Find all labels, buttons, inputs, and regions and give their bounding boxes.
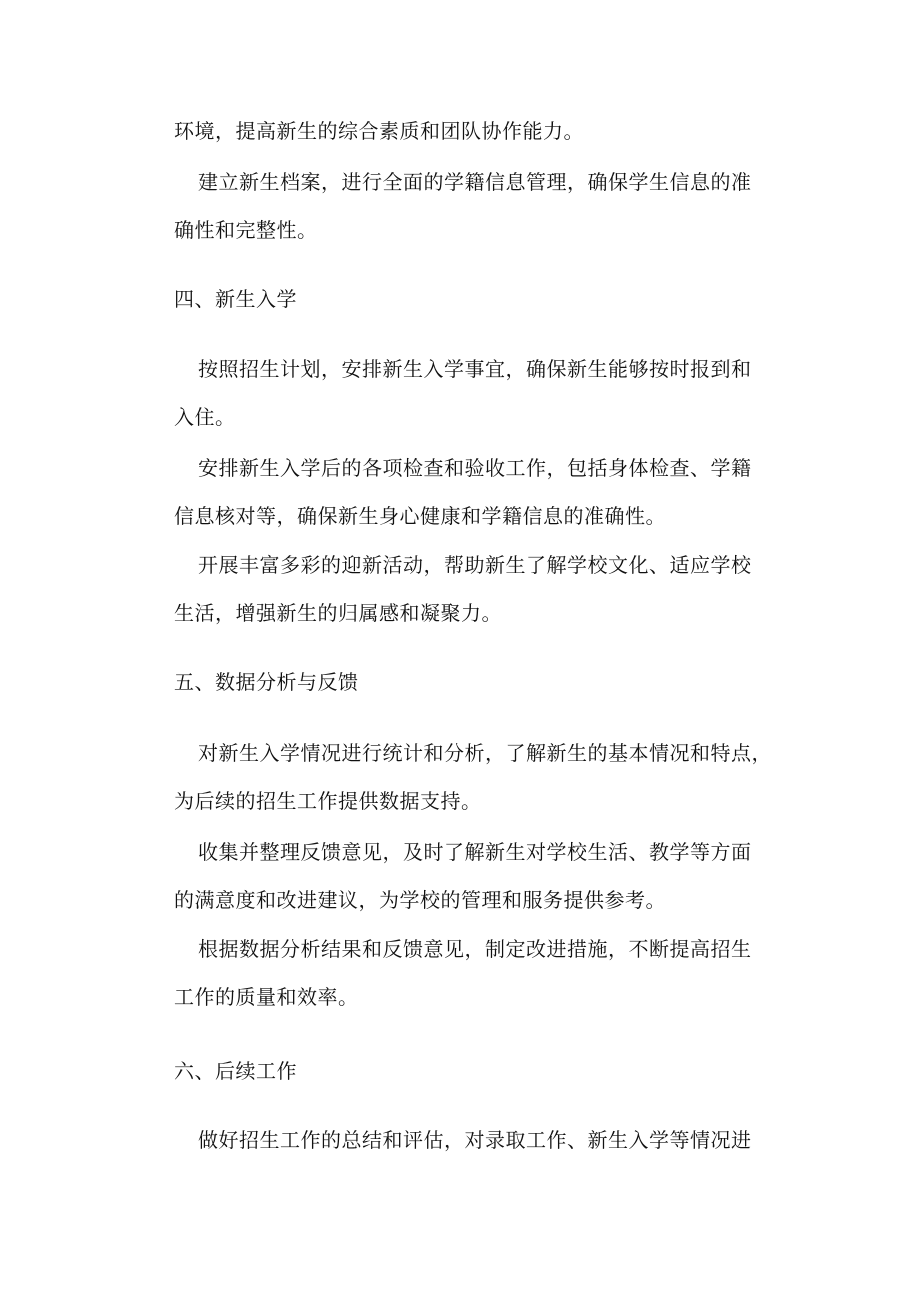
paragraph-line: 安排新生入学后的各项检查和验收工作，包括身体检查、学籍 [198, 456, 752, 480]
paragraph-line: 按照招生计划，安排新生入学事宜，确保新生能够按时报到和 [198, 357, 752, 381]
paragraph-line: 环境，提高新生的综合素质和团队协作能力。 [174, 119, 584, 143]
paragraph-line: 做好招生工作的总结和评估，对录取工作、新生入学等情况进 [198, 1128, 752, 1152]
paragraph-line: 建立新生档案，进行全面的学籍信息管理，确保学生信息的准 [198, 170, 752, 194]
paragraph-line: 入住。 [174, 405, 236, 429]
paragraph-line: 根据数据分析结果和反馈意见，制定改进措施，不断提高招生 [198, 937, 752, 961]
paragraph-line: 确性和完整性。 [174, 218, 318, 242]
section-heading-5: 五、数据分析与反馈 [174, 670, 359, 694]
section-heading-6: 六、后续工作 [174, 1059, 297, 1083]
section-heading-4: 四、新生入学 [174, 287, 297, 311]
paragraph-line: 生活，增强新生的归属感和凝聚力。 [174, 601, 502, 625]
paragraph-line: 开展丰富多彩的迎新活动，帮助新生了解学校文化、适应学校 [198, 553, 752, 577]
paragraph-line: 对新生入学情况进行统计和分析，了解新生的基本情况和特点， [198, 741, 772, 765]
paragraph-line: 为后续的招生工作提供数据支持。 [174, 789, 482, 813]
paragraph-line: 工作的质量和效率。 [174, 985, 359, 1009]
paragraph-line: 收集并整理反馈意见，及时了解新生对学校生活、教学等方面 [198, 840, 752, 864]
paragraph-line: 的满意度和改进建议，为学校的管理和服务提供参考。 [174, 888, 666, 912]
paragraph-line: 信息核对等，确保新生身心健康和学籍信息的准确性。 [174, 504, 666, 528]
